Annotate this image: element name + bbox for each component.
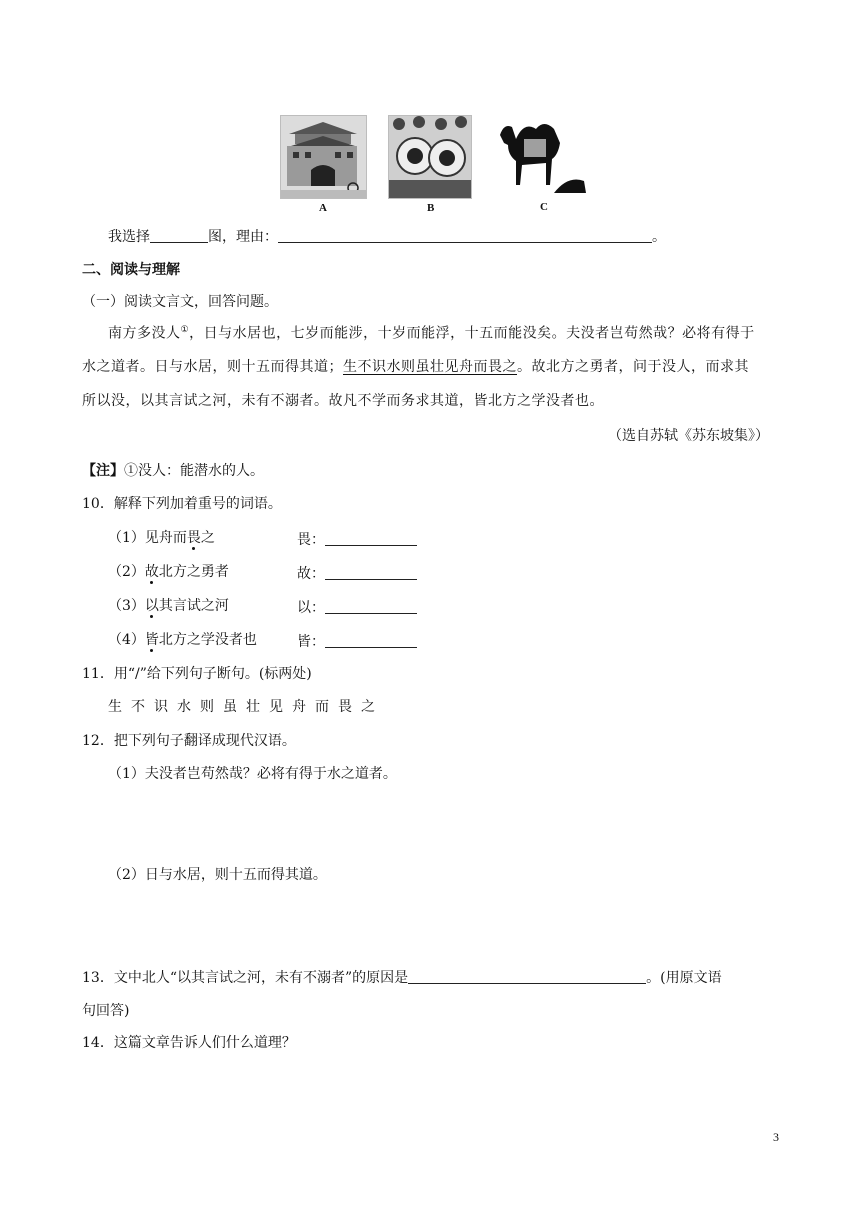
q14-answer-area[interactable] (82, 1058, 782, 1118)
footnote-mark: ① (180, 325, 190, 335)
emphasis-word: 皆 (144, 632, 159, 648)
q10-answer-1 (297, 531, 417, 547)
answer-key: 畏： (297, 532, 325, 548)
passage-source: （选自苏轼《苏东坡集》） (608, 428, 769, 444)
passage-text: 南方多没人 (108, 325, 181, 342)
passage-text: ，日与水居也，七岁而能涉，十岁而能浮，十五而能没矣。夫没者岂苟然哉？必将有得于 (189, 325, 755, 342)
choice-end: 。 (652, 229, 666, 245)
q10-item-3 (108, 599, 229, 613)
camel-illustration-icon (494, 115, 586, 197)
section-2-title: 二、阅读与理解 (82, 262, 180, 278)
image-options (280, 115, 590, 215)
answer-key: 以： (297, 600, 325, 616)
question-12-title: 12．把下列句子翻译成现代汉语。 (82, 733, 296, 749)
item-number: （2） (108, 564, 145, 580)
q10-item-1 (108, 531, 215, 545)
image-b (388, 115, 472, 214)
answer-key: 故： (297, 566, 325, 582)
item-number: （4） (108, 632, 145, 648)
note (82, 464, 264, 478)
item-text: 之 (200, 530, 215, 546)
subsection-1-title: （一）阅读文言文，回答问题。 (82, 294, 278, 310)
item-text: 见舟而 (144, 530, 187, 546)
q11-sentence[interactable]: 生不识水则虽壮见舟而畏之 (108, 699, 384, 715)
question-13-line-1 (82, 969, 722, 985)
q10-answer-3 (297, 599, 417, 615)
question-13-line-2: 句回答) (82, 1003, 130, 1019)
answer-blank[interactable] (325, 531, 417, 546)
passage-text: 水之道者。日与水居，则十五而得其道； (82, 359, 343, 375)
passage-text: 。故北方之勇者，问于没人，而求其 (517, 359, 749, 375)
note-text: ①没人：能潜水的人。 (124, 463, 264, 479)
page-number: 3 (773, 1130, 779, 1144)
underlined-sentence: 生不识水则虽壮见舟而畏之 (343, 359, 517, 375)
q12-answer-area-2[interactable] (108, 890, 778, 950)
q10-answer-2 (297, 565, 417, 581)
image-b-label: B (427, 202, 435, 214)
image-c-label: C (540, 201, 548, 213)
answer-key: 皆： (297, 634, 325, 650)
item-text: 其言试之河 (158, 598, 229, 614)
q12-sentence-2: （2）日与水居，则十五而得其道。 (108, 867, 327, 883)
q10-item-4 (108, 633, 257, 647)
image-a (280, 115, 367, 214)
reason-blank[interactable] (278, 228, 652, 243)
image-choice-blank[interactable] (150, 228, 208, 243)
q13-text: 13．文中北人“以其言试之河，未有不溺者”的原因是 (82, 970, 409, 986)
question-11-title: 11．用“/”给下列句子断句。(标两处) (82, 666, 312, 682)
note-label: 【注】 (82, 463, 124, 479)
emphasis-word: 故 (144, 564, 159, 580)
q12-answer-area-1[interactable] (108, 790, 778, 860)
item-text: 北方之勇者 (158, 564, 229, 580)
choice-prefix: 我选择 (108, 229, 150, 245)
city-gate-illustration-icon (281, 116, 366, 198)
emphasis-word: 以 (144, 598, 159, 614)
choice-line (108, 228, 666, 244)
passage-line-2 (82, 360, 749, 374)
sunflowers-illustration-icon (389, 116, 471, 198)
q12-sentence-1: （1）夫没者岂苟然哉？必将有得于水之道者。 (108, 766, 397, 782)
q10-item-2 (108, 565, 229, 579)
item-number: （1） (108, 530, 145, 546)
passage-line-1 (108, 326, 755, 341)
emphasis-word: 畏 (186, 530, 201, 546)
q13-text: 。(用原文语 (646, 970, 722, 986)
q13-answer-blank[interactable] (408, 969, 646, 984)
item-text: 北方之学没者也 (158, 632, 257, 648)
question-14-title: 14．这篇文章告诉人们什么道理？ (82, 1035, 296, 1051)
passage-line-3: 所以没，以其言试之河，未有不溺者。故凡不学而务求其道，皆北方之学没者也。 (82, 393, 604, 409)
image-a-label: A (319, 202, 327, 214)
image-c (494, 115, 586, 213)
item-number: （3） (108, 598, 145, 614)
answer-blank[interactable] (325, 599, 417, 614)
answer-blank[interactable] (325, 633, 417, 648)
q10-answer-4 (297, 633, 417, 649)
choice-mid: 图，理由： (208, 229, 278, 245)
question-10-title: 10．解释下列加着重号的词语。 (82, 496, 282, 512)
answer-blank[interactable] (325, 565, 417, 580)
